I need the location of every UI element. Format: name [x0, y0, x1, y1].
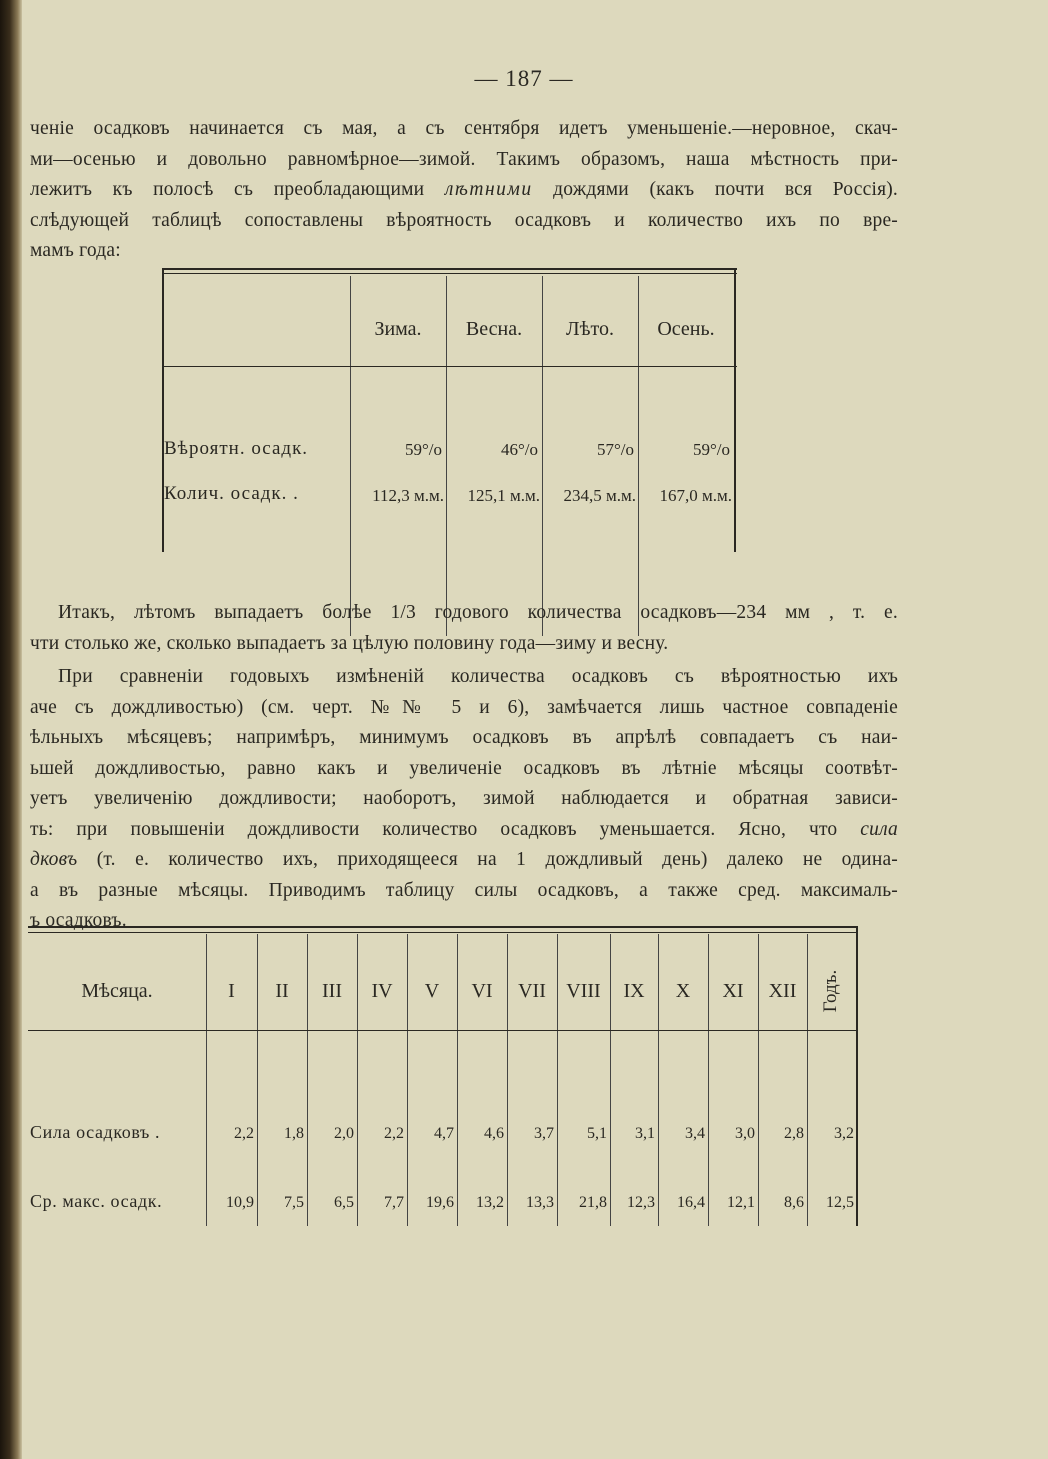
- header-month: IV: [371, 980, 393, 1002]
- seasonal-precipitation-table: [162, 268, 737, 552]
- table-cell: 3,2: [834, 1125, 854, 1142]
- text-line: Итакъ, лѣтомъ выпадаетъ болѣе 1/3 годового количества осадковъ—234 мм , т. е.: [58, 602, 898, 623]
- column-divider: [708, 934, 709, 1226]
- text-line: ьшей дождливостью, равно какъ и увеличеніе осадковъ въ лѣтніе мѣсяцы соотвѣт-: [30, 757, 898, 779]
- table-cell: 2,2: [234, 1125, 254, 1142]
- table-cell: 12,3: [627, 1194, 655, 1211]
- table-rule: [162, 273, 737, 274]
- header-winter: Зима.: [374, 318, 422, 340]
- table-rule: [28, 926, 858, 928]
- table-rule: [162, 268, 737, 270]
- italic-term: лѣтними: [444, 179, 533, 200]
- header-month: VI: [471, 980, 493, 1002]
- table-cell: 12,5: [826, 1194, 854, 1211]
- monthly-intensity-table: [28, 926, 858, 1226]
- text-line: ми—осенью и довольно равномѣрное—зимой. Такимъ образомъ, наша мѣстность при-: [30, 148, 898, 170]
- table-cell: 234,5 м.м.: [563, 486, 636, 505]
- text-line: а въ разные мѣсяцы. Приводимъ таблицу силы осадковъ, а также сред. максималь-: [30, 879, 898, 901]
- column-divider: [407, 934, 408, 1226]
- column-divider: [457, 934, 458, 1226]
- text-line: слѣдующей таблицѣ сопоставлены вѣроятность осадковъ и количество ихъ по вре-: [30, 209, 898, 231]
- text-line: аче съ дождливостью) (см. черт. №№ 5 и 6), замѣчается лишь частное совпаденіе: [30, 696, 898, 718]
- column-divider: [807, 934, 808, 1226]
- table-cell: 2,0: [334, 1125, 354, 1142]
- header-spring: Весна.: [465, 318, 523, 340]
- table-cell: 1,8: [284, 1125, 304, 1142]
- table-border: [734, 268, 736, 552]
- text-line: ѣльныхъ мѣсяцевъ; напримѣръ, минимумъ осадковъ въ апрѣлѣ совпадаетъ съ наи-: [30, 727, 898, 748]
- header-autumn: Осень.: [657, 318, 715, 340]
- page-number: — 187 —: [474, 66, 574, 91]
- paragraph-seasonal-precipitation: [30, 114, 898, 267]
- header-separator: [162, 366, 737, 367]
- italic-term: дковъ: [30, 849, 78, 870]
- table-cell: 3,0: [735, 1125, 755, 1142]
- column-divider: [357, 934, 358, 1226]
- column-divider: [206, 934, 207, 1226]
- header-month: XII: [768, 980, 797, 1002]
- column-divider: [658, 934, 659, 1226]
- text-line: чти столько же, сколько выпадаетъ за цѣлую половину года—зиму и весну.: [30, 632, 669, 654]
- paragraph-summer-conclusion: [30, 598, 898, 659]
- table-cell: 59°/o: [692, 440, 730, 459]
- header-year: Годъ.: [820, 969, 841, 1013]
- text-line: [30, 845, 898, 876]
- header-month: I: [228, 980, 235, 1002]
- text-fragment: ть: при повышеніи дождливости количество осадковъ уменьшается. Ясно, что: [30, 818, 838, 840]
- table-cell: 125,1 м.м.: [467, 486, 540, 505]
- table-cell: 16,4: [677, 1194, 705, 1211]
- table-cell: 10,9: [226, 1194, 254, 1211]
- table-border: [162, 268, 164, 552]
- table-cell: 13,3: [526, 1194, 554, 1211]
- header-separator: [28, 1030, 858, 1031]
- header-months: Мѣсяца.: [81, 980, 153, 1002]
- header-month: VIII: [566, 980, 601, 1002]
- row-label-intensity: Сила осадковъ .: [30, 1122, 161, 1142]
- table-cell: 112,3 м.м.: [372, 486, 444, 505]
- row-label-amount: Колич. осадк. .: [164, 483, 299, 504]
- column-divider: [507, 934, 508, 1226]
- text-line: уетъ увеличенію дождливости; наоборотъ, зимой наблюдается и обратная зависи-: [30, 788, 898, 809]
- table-cell: 167,0 м.м.: [659, 486, 732, 505]
- text-line: [30, 175, 898, 206]
- table-cell: 12,1: [727, 1194, 755, 1211]
- row-label-probability: Вѣроятн. осадк.: [164, 438, 309, 459]
- table-cell: 59°/o: [404, 440, 442, 459]
- table-cell: 7,7: [384, 1194, 404, 1211]
- column-divider: [257, 934, 258, 1226]
- table-cell: 5,1: [587, 1125, 607, 1142]
- table-rule: [28, 932, 858, 933]
- table-cell: 3,1: [635, 1125, 655, 1142]
- table-cell: 6,5: [334, 1194, 354, 1211]
- text-fragment: (т. е. количество ихъ, приходящееся на 1 дождливый день) далеко не одина-: [96, 849, 899, 870]
- table-cell: 21,8: [579, 1194, 607, 1211]
- column-divider: [758, 934, 759, 1226]
- paragraph-rain-intensity: [30, 662, 898, 937]
- table-cell: 4,7: [434, 1125, 454, 1142]
- header-month: VII: [518, 980, 546, 1002]
- text-fragment: дождями (какъ почти вся Россія).: [553, 179, 899, 200]
- table-cell: 7,5: [284, 1194, 304, 1211]
- table-cell: 13,2: [476, 1194, 504, 1211]
- row-label-avg-max: Ср. макс. осадк.: [30, 1191, 163, 1211]
- column-divider: [557, 934, 558, 1226]
- text-line: ъ осадковъ.: [30, 910, 127, 931]
- column-divider: [610, 934, 611, 1226]
- table-cell: 57°/o: [596, 440, 634, 459]
- table-cell: 8,6: [784, 1194, 804, 1211]
- text-line: При сравненіи годовыхъ измѣненій количества осадковъ съ вѣроятностью ихъ: [58, 666, 898, 687]
- header-month: II: [275, 980, 289, 1002]
- header-month: III: [322, 980, 342, 1002]
- table-cell: 3,7: [534, 1125, 554, 1142]
- table-border: [856, 926, 858, 1226]
- column-divider: [307, 934, 308, 1226]
- text-fragment: лежитъ къ полосѣ съ преобладающими: [30, 179, 425, 200]
- text-line: мамъ года:: [30, 240, 121, 261]
- header-month: V: [424, 980, 440, 1002]
- table-cell: 19,6: [426, 1194, 454, 1211]
- header-summer: Лѣто.: [566, 318, 614, 340]
- table-cell: 2,8: [784, 1125, 804, 1142]
- text-line: [30, 815, 898, 846]
- header-month: IX: [623, 980, 645, 1002]
- italic-term: сила: [860, 818, 898, 840]
- header-month: X: [675, 980, 691, 1002]
- table-cell: 2,2: [384, 1125, 404, 1142]
- book-spine-shadow: [0, 0, 22, 1459]
- table-cell: 4,6: [484, 1125, 504, 1142]
- text-line: ченіе осадковъ начинается съ мая, а съ сентября идетъ уменьшеніе.—неровное, скач-: [30, 118, 898, 139]
- table-cell: 46°/o: [500, 440, 538, 459]
- table-cell: 3,4: [685, 1125, 705, 1142]
- header-month: XI: [722, 980, 744, 1002]
